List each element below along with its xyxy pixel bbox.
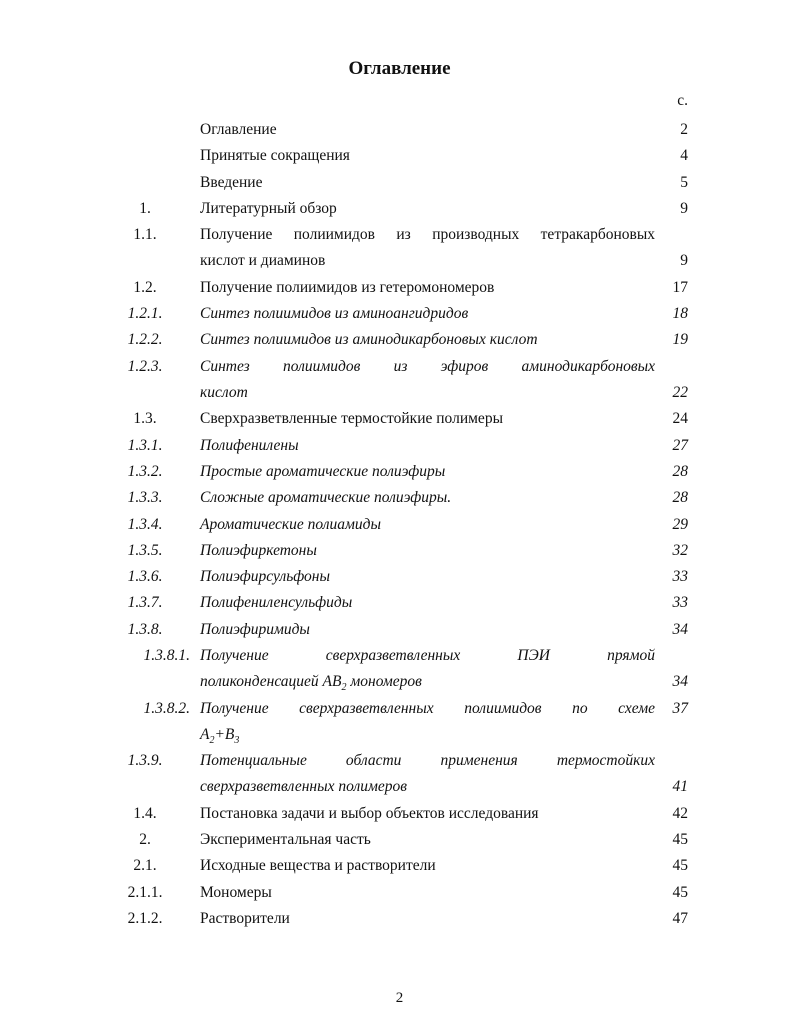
toc-entry-page: 41 — [672, 778, 688, 795]
toc-entry-title-line1: Экспериментальная часть — [200, 831, 371, 848]
toc-entry-title — [200, 827, 655, 853]
toc-entry-title — [200, 170, 655, 196]
toc-entry-page: 45 — [672, 857, 688, 874]
toc-entry-title-line1: Полиэфирсульфоны — [200, 568, 330, 585]
toc-entry — [0, 512, 799, 538]
toc-entry-number: 1.3.9. — [127, 752, 163, 769]
toc-entry-page: 34 — [672, 621, 688, 638]
toc-entry-number: 1.2. — [133, 279, 157, 296]
toc-entry-number: 1.3.5. — [127, 542, 163, 559]
toc-entry-number: 1.3.1. — [127, 437, 163, 454]
toc-entry-page: 4 — [680, 147, 688, 164]
toc-entry-page: 17 — [672, 279, 688, 296]
toc-entry — [0, 906, 799, 932]
toc-entry-title — [200, 196, 655, 222]
toc-entry — [0, 643, 799, 695]
toc-entry-title-line2: поликонденсацией $AB_2$ мономеров — [200, 673, 422, 694]
toc-entry-title-line1: Оглавление — [200, 121, 277, 138]
toc-entry-title — [200, 354, 655, 406]
toc-entry — [0, 696, 799, 748]
toc-entry-title — [200, 538, 655, 564]
toc-entry-title-line1: Ароматические полиамиды — [200, 516, 382, 533]
toc-entry-title — [200, 301, 655, 327]
toc-entry — [0, 617, 799, 643]
toc-entry-title — [200, 801, 655, 827]
toc-entry-number: 1.4. — [133, 805, 157, 822]
page-title: Оглавление — [348, 58, 451, 79]
toc-entry-title — [200, 643, 655, 695]
toc-entry-page: 9 — [680, 200, 688, 217]
toc-entry-page: 28 — [672, 489, 688, 506]
toc-entry — [0, 748, 799, 800]
toc-entry-title — [200, 564, 655, 590]
toc-entry-page: 22 — [672, 384, 688, 401]
toc-entry — [0, 801, 799, 827]
toc-entry-number: 1.3.8. — [127, 621, 163, 638]
toc-entry-page: 33 — [672, 568, 688, 585]
toc-entry-number: 1.3.7. — [127, 594, 163, 611]
toc-entry-title — [200, 275, 655, 301]
toc-entry-title-line1: Мономеры — [200, 884, 272, 901]
toc-entry-title-line1: Получение полиимидов из гетеромономеров — [200, 279, 495, 296]
toc-entry-title-line1: Принятые сокращения — [200, 147, 350, 164]
toc-entry — [0, 275, 799, 301]
toc-entry-title — [200, 406, 655, 432]
toc-entry — [0, 590, 799, 616]
toc-entry-number: 1.3.2. — [127, 463, 163, 480]
toc-entry-number: 1.3.6. — [127, 568, 163, 585]
toc-entry-title-line1: Полифенилены — [200, 437, 299, 454]
toc-entry — [0, 170, 799, 196]
toc-entry — [0, 327, 799, 353]
toc-entry — [0, 117, 799, 143]
toc-entry-title — [200, 327, 655, 353]
toc-entry-number: 2.1.2. — [127, 910, 163, 927]
toc-entry-page: 34 — [672, 673, 688, 690]
toc-entry — [0, 459, 799, 485]
toc-entry-title — [200, 117, 655, 143]
toc-entry-number: 1.3.3. — [127, 489, 163, 506]
toc-entry-number: 1.3.8.1. — [143, 647, 190, 664]
toc-entry-title — [200, 853, 655, 879]
toc-entry-page: 18 — [672, 305, 688, 322]
toc-entry-title — [200, 222, 655, 274]
toc-entry-title — [200, 433, 655, 459]
toc-entry-number: 1.3.4. — [127, 516, 163, 533]
toc-entry-number: 1.3.8.2. — [143, 700, 190, 717]
toc-entry — [0, 354, 799, 406]
toc-entry-title-line2: сверхразветвленных полимеров — [200, 778, 407, 795]
toc-entry-page: 2 — [680, 121, 688, 138]
toc-entry-number: 2. — [139, 831, 151, 848]
toc-entry-title-line1: Синтез полиимидов из аминоангидридов — [200, 305, 469, 322]
toc-entry-title — [200, 696, 655, 748]
toc-entry-title-line1: Растворители — [200, 910, 290, 927]
toc-entry — [0, 827, 799, 853]
toc-entry-title-line1: Литературный обзор — [200, 200, 337, 217]
toc-entry-page: 32 — [672, 542, 688, 559]
toc-entry-title-line2: кислот — [200, 384, 248, 401]
toc-entry-title — [200, 906, 655, 932]
toc-entry — [0, 196, 799, 222]
toc-entry-title-line1: Полиэфиримиды — [200, 621, 310, 638]
toc-entry-page: 9 — [680, 252, 688, 269]
toc-entry-title — [200, 590, 655, 616]
toc-entry-title-line1: Исходные вещества и растворители — [200, 857, 436, 874]
toc-entry-page: 42 — [672, 805, 688, 822]
toc-entry-title — [200, 748, 655, 800]
toc-entry-title-line1: Введение — [200, 174, 263, 191]
toc-entry-title-line1: Сложные ароматические полиэфиры. — [200, 489, 452, 506]
toc-entry-number: 1. — [139, 200, 151, 217]
toc-entry — [0, 222, 799, 274]
toc-entry-page: 24 — [672, 410, 688, 427]
toc-entry — [0, 880, 799, 906]
toc-entry-number: 1.2.2. — [127, 331, 163, 348]
toc-entry-number: 1.2.3. — [127, 358, 163, 375]
toc-entry-title — [200, 617, 655, 643]
toc-entry-page: 45 — [672, 831, 688, 848]
toc-entry-page: 45 — [672, 884, 688, 901]
toc-entry-page: 19 — [672, 331, 688, 348]
page-number: 2 — [395, 990, 404, 1006]
toc-entry-title — [200, 880, 655, 906]
toc-entry-title-line1: Синтез полиимидов из аминодикарбоновых кислот — [200, 331, 538, 348]
toc-entry-number: 2.1.1. — [127, 884, 163, 901]
toc-entry-page: 33 — [672, 594, 688, 611]
toc-entry — [0, 538, 799, 564]
toc-entry-number: 1.2.1. — [127, 305, 163, 322]
toc-entry-title — [200, 459, 655, 485]
toc-entry-title — [200, 143, 655, 169]
toc-entry-title-line1: Получение сверхразветвленных ПЭИ прямой — [200, 647, 655, 664]
toc-entry-title-line1: Полиэфиркетоны — [200, 542, 317, 559]
toc-entry — [0, 564, 799, 590]
toc-entry-title-line1: Потенциальные области применения термостойких — [200, 752, 655, 769]
toc-entry-title-line1: Получение сверхразветвленных полиимидов по схеме — [200, 700, 655, 717]
toc-entry-title — [200, 512, 655, 538]
toc-entry-page: 28 — [672, 463, 688, 480]
toc-entry — [0, 301, 799, 327]
toc-entry-page: 47 — [672, 910, 688, 927]
toc-entry — [0, 406, 799, 432]
toc-entry-number: 1.1. — [133, 226, 157, 243]
toc-entry-page: 29 — [672, 516, 688, 533]
toc-entry — [0, 433, 799, 459]
toc-entry-page: 5 — [680, 174, 688, 191]
toc-entry — [0, 853, 799, 879]
toc-entry-title-line1: Сверхразветвленные термостойкие полимеры — [200, 410, 503, 427]
toc-entry-title-line2: кислот и диаминов — [200, 252, 326, 269]
toc-entry-title-line1: Простые ароматические полиэфиры — [200, 463, 446, 480]
toc-entry — [0, 143, 799, 169]
toc-entry-page: 27 — [672, 437, 688, 454]
toc-entry-title-line1: Полифениленсульфиды — [200, 594, 353, 611]
toc-entry-title-line1: Постановка задачи и выбор объектов исследования — [200, 805, 539, 822]
toc-entry-title — [200, 485, 655, 511]
page-column-label: с. — [677, 92, 688, 109]
toc-entry-number: 2.1. — [133, 857, 157, 874]
toc-entry-title-line2: $A_2+B_3$ — [200, 726, 240, 747]
toc-entry-number: 1.3. — [133, 410, 157, 427]
toc-entry-title-line1: Синтез полиимидов из эфиров аминодикарбоновых — [200, 358, 655, 375]
toc-entry-title-line1: Получение полиимидов из производных тетракарбоновых — [200, 226, 655, 243]
toc-entry — [0, 485, 799, 511]
toc-entry-page: 37 — [672, 700, 688, 717]
